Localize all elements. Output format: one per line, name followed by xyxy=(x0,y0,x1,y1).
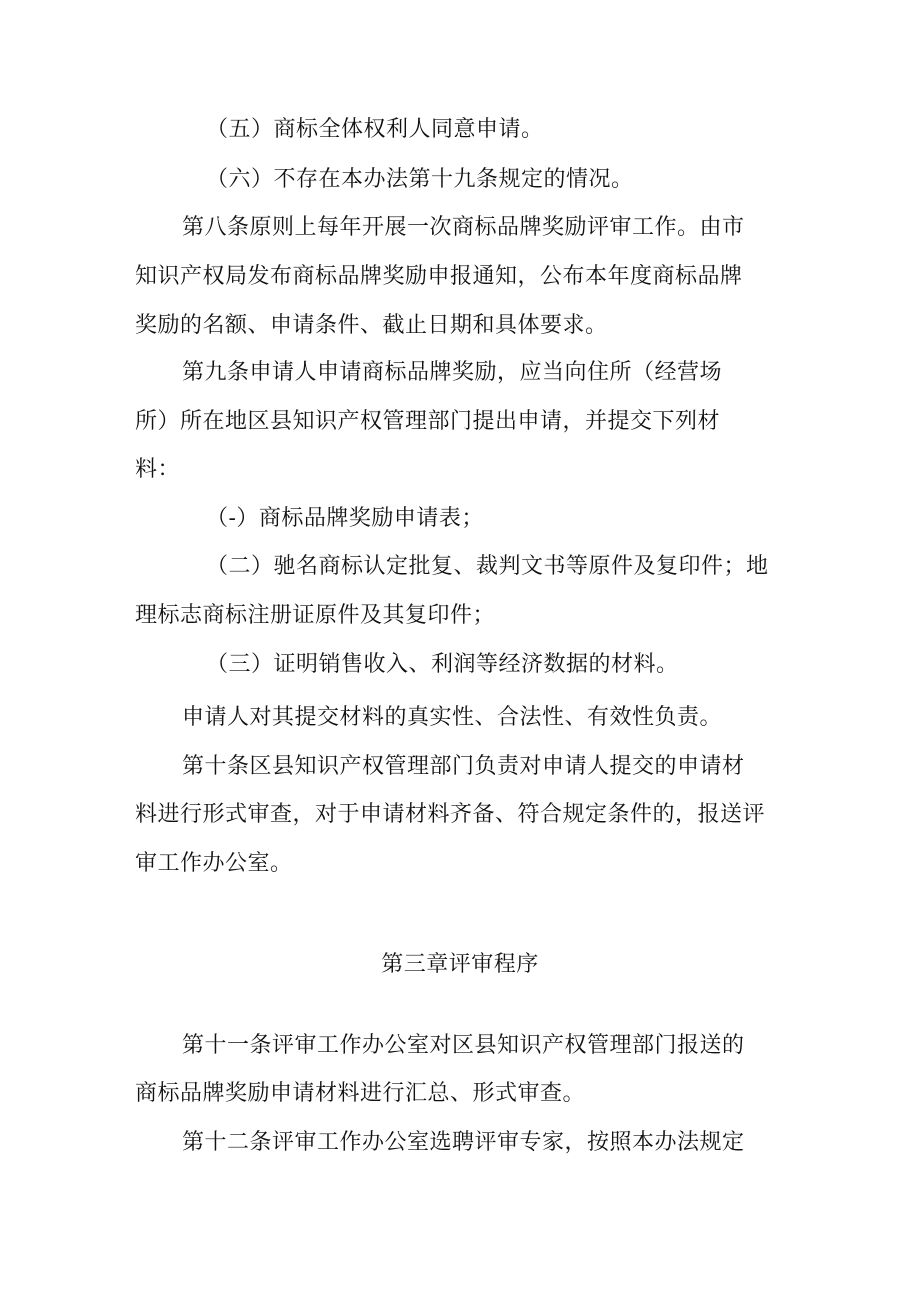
material-item-2-line-2: 理标志商标注册证原件及其复印件； xyxy=(135,603,496,628)
article-8-line-3: 奖励的名额、申请条件、截止日期和具体要求。 xyxy=(135,313,608,338)
article-9-line-2: 所）所在地区县知识产权管理部门提出申请，并提交下列材 xyxy=(135,409,721,434)
article-11-line-1: 第十一条评审工作办公室对区县知识产权管理部门报送的 xyxy=(182,1033,745,1058)
article-10-line-2: 料进行形式审查，对于申请材料齐备、符合规定条件的，报送评 xyxy=(135,802,766,827)
material-item-3: （三）证明销售收入、利润等经济数据的材料。 xyxy=(206,652,679,677)
item-6-line: （六）不存在本办法第十九条规定的情况。 xyxy=(206,167,634,192)
article-8-line-1: 第八条原则上每年开展一次商标品牌奖励评审工作。由市 xyxy=(182,215,745,240)
material-item-2-line-1: （二）驰名商标认定批复、裁判文书等原件及复印件；地 xyxy=(206,554,769,579)
item-5-line: （五）商标全体权利人同意申请。 xyxy=(206,117,544,142)
article-8-line-2: 知识产权局发布商标品牌奖励申报通知，公布本年度商标品牌 xyxy=(135,264,743,289)
chapter-3-heading: 第三章评审程序 xyxy=(381,952,539,977)
article-9-line-3: 料： xyxy=(135,457,181,482)
article-12-line-1: 第十二条评审工作办公室选聘评审专家，按照本办法规定 xyxy=(182,1130,745,1155)
applicant-responsibility-line: 申请人对其提交材料的真实性、合法性、有效性负责。 xyxy=(182,705,723,730)
article-10-line-1: 第十条区县知识产权管理部门负责对申请人提交的申请材 xyxy=(182,754,745,779)
article-10-line-3: 审工作办公室。 xyxy=(135,851,293,876)
material-item-1: （-）商标品牌奖励申请表； xyxy=(206,506,484,531)
article-9-line-1: 第九条申请人申请商标品牌奖励，应当向住所（经营场 xyxy=(182,360,723,385)
article-11-line-2: 商标品牌奖励申请材料进行汇总、形式审查。 xyxy=(135,1081,586,1106)
